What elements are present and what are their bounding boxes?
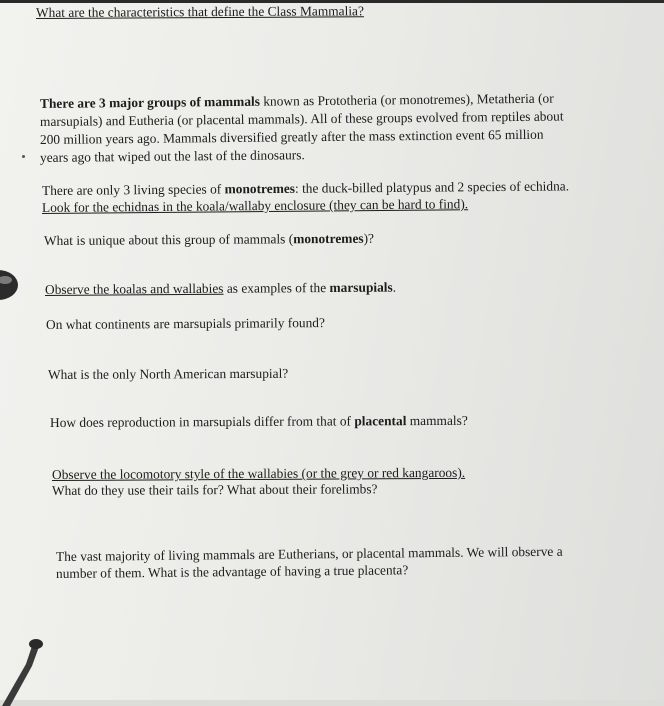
p2-line1-pre: There are only 3 living species of: [41, 181, 225, 198]
binder-clip-shadow: [0, 636, 52, 706]
p3-mid: as examples of the: [223, 280, 330, 296]
p4-line2-text: What do they use their tails for? What about their forelimbs?: [51, 481, 378, 498]
question-tails-forelimbs: [52, 481, 378, 499]
p5-line1-text: The vast majority of living mammals are Eutherians, or placental mammals. We will observe a: [55, 543, 563, 564]
paragraph-5-line-2: [56, 562, 408, 582]
paragraph-2-line-1: [42, 178, 569, 199]
stray-mark: [22, 155, 25, 158]
p1-line1-rest: known as Prototheria (or monotremes), Metatheria (or: [259, 90, 554, 109]
question-marsupial-continents: [46, 315, 325, 333]
question-monotremes-unique: [44, 231, 374, 249]
placental-bold: placental: [354, 413, 407, 429]
p2-line1-post: : the duck-billed platypus and 2 species of echidna.: [294, 178, 570, 196]
q4-pre: How does reproduction in marsupials differ from that of: [49, 413, 355, 430]
major-groups-bold: There are 3 major groups of mammals: [39, 93, 260, 111]
question-reproduction: [50, 413, 468, 431]
marsupials-bold: marsupials: [329, 279, 393, 296]
paragraph-1-line-4: [40, 147, 305, 166]
locomotion-instruction: Observe the locomotory style of the wallabies (or the grey or red kangaroos).: [51, 464, 466, 482]
q1-bold: monotremes: [293, 230, 364, 247]
paragraph-4-locomotion: [52, 465, 465, 483]
question-north-american-marsupial: [48, 366, 288, 383]
echidna-instruction: Look for the echidnas in the koala/wallaby enclosure (they can be hard to find).: [41, 196, 469, 215]
q4-post: mammals?: [406, 412, 468, 429]
binder-hole-shadow: [0, 270, 18, 300]
p3-end: .: [392, 279, 397, 295]
paragraph-3-marsupials: [45, 280, 396, 298]
p1-line2-text: marsupials) and Eutheria (or placental mammals). All of these groups evolved from reptiles about: [39, 108, 564, 129]
p1-line4-text: years ago that wiped out the last of the dinosaurs.: [39, 147, 305, 165]
paragraph-2-line-2: [42, 196, 468, 216]
p1-line3-text: 200 million years ago. Mammals diversified greatly after the mass extinction event 65 million: [39, 126, 544, 147]
worksheet-title: [36, 3, 364, 21]
paragraph-1-line-3: [40, 127, 544, 148]
q2-text: On what continents are marsupials primarily found?: [45, 315, 325, 332]
observe-koalas-underlined: Observe the koalas and wallabies: [44, 280, 224, 297]
q1-pre: What is unique about this group of mammals (: [43, 231, 294, 248]
title-text: What are the characteristics that define the Class Mammalia?: [35, 3, 364, 20]
q1-post: )?: [363, 230, 375, 246]
q3-text: What is the only North American marsupial?: [47, 365, 289, 382]
monotremes-bold: monotremes: [224, 180, 296, 197]
paragraph-5-line-1: [56, 544, 563, 565]
p5-line2-text: number of them. What is the advantage of having a true placenta?: [55, 562, 409, 581]
